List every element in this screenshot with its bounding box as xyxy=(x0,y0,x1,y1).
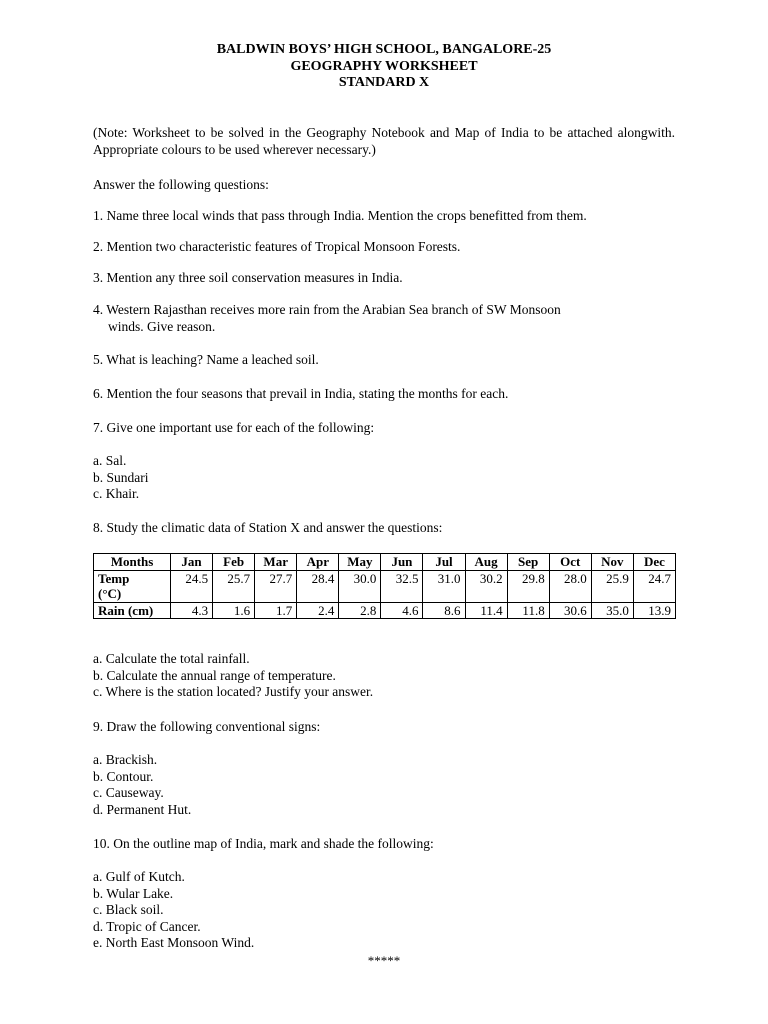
question-4-line-2: winds. Give reason. xyxy=(108,319,216,334)
rainfall-row xyxy=(94,602,676,619)
list-item: b. Sundari xyxy=(93,469,149,485)
question-4-line-1: 4. Western Rajasthan receives more rain from the Arabian Sea branch of SW Monsoon xyxy=(93,302,561,317)
end-marker: ***** xyxy=(367,953,401,968)
rainfall-cell: 2.4 xyxy=(297,602,339,619)
list-item: a. Calculate the total rainfall. xyxy=(93,651,250,666)
temperature-label-line-2: (°C) xyxy=(98,586,122,601)
question-1: 1. Name three local winds that pass through India. Mention the crops benefitted from them. xyxy=(93,208,587,223)
list-item: d. Permanent Hut. xyxy=(93,801,192,817)
rainfall-cell: 11.8 xyxy=(507,602,549,619)
list-item: a. Gulf of Kutch. xyxy=(93,869,185,884)
question-8: 8. Study the climatic data of Station X and answer the questions: xyxy=(93,520,443,535)
temperature-label xyxy=(94,570,171,602)
temperature-cell: 32.5 xyxy=(381,570,423,602)
temperature-cell: 30.0 xyxy=(339,570,381,602)
rainfall-label: Rain (cm) xyxy=(94,602,171,619)
worksheet-header xyxy=(0,42,768,92)
rainfall-cell: 4.3 xyxy=(171,602,213,619)
standard-label: STANDARD X xyxy=(338,75,430,90)
month-header: Mar xyxy=(255,554,297,571)
question-9: 9. Draw the following conventional signs: xyxy=(93,719,321,734)
month-header: Oct xyxy=(549,554,591,571)
rainfall-cell: 13.9 xyxy=(633,602,675,619)
list-item: a. Sal. xyxy=(93,453,127,468)
school-name: BALDWIN BOYS’ HIGH SCHOOL, BANGALORE-25 xyxy=(216,42,552,57)
rainfall-cell: 30.6 xyxy=(549,602,591,619)
temperature-row xyxy=(94,570,676,602)
temperature-cell: 24.5 xyxy=(171,570,213,602)
list-item: a. Brackish. xyxy=(93,752,158,767)
list-item: c. Black soil. xyxy=(93,902,164,917)
list-item: c. Khair. xyxy=(93,486,140,501)
months-row xyxy=(94,554,676,571)
list-item: b. Calculate the annual range of temperature. xyxy=(93,667,336,683)
question-7: 7. Give one important use for each of the following: xyxy=(93,420,375,435)
month-header: Feb xyxy=(213,554,255,571)
temperature-cell: 30.2 xyxy=(465,570,507,602)
month-header: Apr xyxy=(297,554,339,571)
temperature-cell: 24.7 xyxy=(633,570,675,602)
worksheet-subject: GEOGRAPHY WORKSHEET xyxy=(290,58,478,74)
month-header: Sep xyxy=(507,554,549,571)
list-item: d. Tropic of Cancer. xyxy=(93,918,201,934)
question-10-items xyxy=(93,869,254,952)
temperature-cell: 28.0 xyxy=(549,570,591,602)
question-5: 5. What is leaching? Name a leached soil. xyxy=(93,352,319,367)
temperature-cell: 29.8 xyxy=(507,570,549,602)
question-8-items xyxy=(93,651,373,701)
rainfall-cell: 1.7 xyxy=(255,602,297,619)
temperature-cell: 25.7 xyxy=(213,570,255,602)
rainfall-cell: 11.4 xyxy=(465,602,507,619)
question-3: 3. Mention any three soil conservation measures in India. xyxy=(93,270,403,285)
question-4 xyxy=(93,301,693,335)
temperature-cell: 25.9 xyxy=(591,570,633,602)
month-header: Jul xyxy=(423,554,465,571)
list-item: c. Causeway. xyxy=(93,785,164,800)
question-6: 6. Mention the four seasons that prevail in India, stating the months for each. xyxy=(93,386,509,401)
climate-data-table xyxy=(93,553,676,619)
worksheet-note: (Note: Worksheet to be solved in the Geography Notebook and Map of India to be attached alongwith. Appropriate colours to be used wherever necessary.) xyxy=(93,125,675,157)
question-10: 10. On the outline map of India, mark and shade the following: xyxy=(93,836,434,851)
month-header: May xyxy=(339,554,381,571)
question-9-items xyxy=(93,752,191,818)
month-header: Aug xyxy=(465,554,507,571)
temperature-label-line-1: Temp xyxy=(98,570,130,586)
month-header: Nov xyxy=(591,554,633,571)
question-2: 2. Mention two characteristic features of Tropical Monsoon Forests. xyxy=(93,239,461,254)
temperature-cell: 31.0 xyxy=(423,570,465,602)
rainfall-cell: 35.0 xyxy=(591,602,633,619)
temperature-cell: 28.4 xyxy=(297,570,339,602)
rainfall-cell: 2.8 xyxy=(339,602,381,619)
months-header: Months xyxy=(94,554,171,571)
list-item: c. Where is the station located? Justify your answer. xyxy=(93,684,374,699)
instruction: Answer the following questions: xyxy=(93,177,269,192)
month-header: Jun xyxy=(381,554,423,571)
temperature-cell: 27.7 xyxy=(255,570,297,602)
list-item: e. North East Monsoon Wind. xyxy=(93,935,255,950)
list-item: b. Wular Lake. xyxy=(93,885,174,901)
month-header: Dec xyxy=(633,554,675,571)
question-7-items xyxy=(93,453,149,503)
list-item: b. Contour. xyxy=(93,768,154,784)
rainfall-cell: 8.6 xyxy=(423,602,465,619)
rainfall-cell: 4.6 xyxy=(381,602,423,619)
month-header: Jan xyxy=(171,554,213,571)
rainfall-cell: 1.6 xyxy=(213,602,255,619)
